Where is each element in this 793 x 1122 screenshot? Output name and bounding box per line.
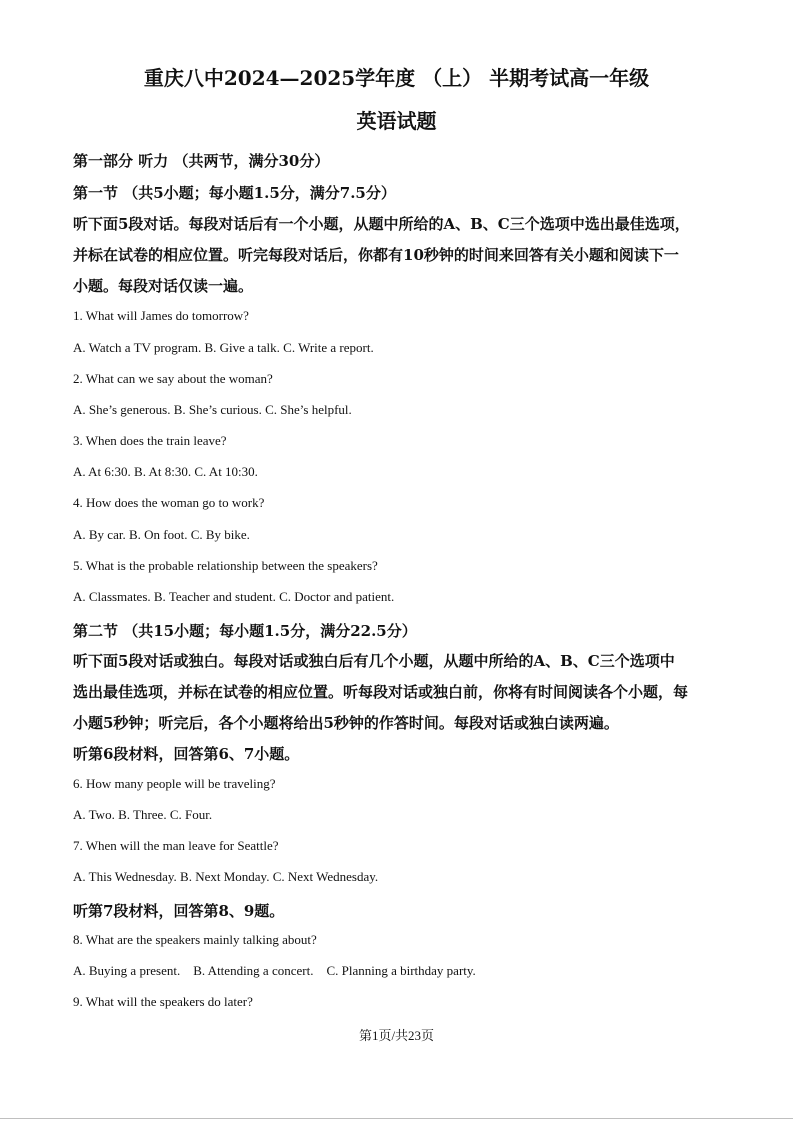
section1-heading: 第一节 （共5小题；每小题1.5分，满分7.5分） [73, 184, 396, 202]
section2-instruction-line: 听下面5段对话或独白。每段对话或独白后有几个小题，从题中所给的A、B、C三个选项中 [73, 652, 675, 670]
material-7-heading: 听第7段材料，回答第8、9题。 [73, 902, 285, 920]
question-5-options: A. Classmates. B. Teacher and student. C. Doctor and patient. [73, 589, 395, 604]
question-4: 4. How does the woman go to work? [73, 495, 265, 510]
question-9: 9. What will the speakers do later? [73, 994, 253, 1009]
material-6-heading: 听第6段材料，回答第6、7小题。 [73, 745, 300, 763]
subject-title: 英语试题 [356, 109, 437, 133]
question-3: 3. When does the train leave? [73, 433, 227, 448]
part1-heading: 第一部分 听力 （共两节，满分30分） [73, 152, 330, 170]
question-8: 8. What are the speakers mainly talking about? [73, 932, 317, 947]
question-8-options: A. Buying a present. B. Attending a concert. C. Planning a birthday party. [73, 963, 476, 978]
question-2: 2. What can we say about the woman? [73, 371, 273, 386]
question-2-options: A. She’s generous. B. She’s curious. C. She’s helpful. [73, 402, 352, 417]
exam-title: 重庆八中2024—2025学年度 （上） 半期考试高一年级 [143, 66, 650, 90]
section2-instruction-line: 小题5秒钟；听完后，各个小题将给出5秒钟的作答时间。每段对话或独白读两遍。 [73, 714, 619, 732]
question-7-options: A. This Wednesday. B. Next Monday. C. Next Wednesday. [73, 869, 379, 884]
section1-instruction-line: 听下面5段对话。每段对话后有一个小题，从题中所给的A、B、C三个选项中选出最佳选项， [73, 215, 690, 233]
section1-instruction-line: 小题。每段对话仅读一遍。 [73, 277, 254, 295]
section2-heading: 第二节 （共15小题；每小题1.5分，满分22.5分） [73, 622, 417, 640]
question-4-options: A. By car. B. On foot. C. By bike. [73, 527, 250, 542]
section2-instruction-line: 选出最佳选项，并标在试卷的相应位置。听每段对话或独白前，你将有时间阅读各个小题，每 [73, 683, 689, 701]
question-7: 7. When will the man leave for Seattle? [73, 838, 279, 853]
question-5: 5. What is the probable relationship between the speakers? [73, 558, 378, 573]
section1-instruction-line: 并标在试卷的相应位置。听完每段对话后，你都有10秒钟的时间来回答有关小题和阅读下一 [73, 246, 679, 264]
page-number: 第1页/共23页 [358, 1028, 435, 1043]
question-1: 1. What will James do tomorrow? [73, 308, 249, 323]
question-6: 6. How many people will be traveling? [73, 776, 276, 791]
question-1-options: A. Watch a TV program. B. Give a talk. C. Write a report. [73, 340, 374, 355]
page-bottom-rule [0, 1118, 793, 1119]
question-6-options: A. Two. B. Three. C. Four. [73, 807, 213, 822]
question-3-options: A. At 6:30. B. At 8:30. C. At 10:30. [73, 464, 258, 479]
